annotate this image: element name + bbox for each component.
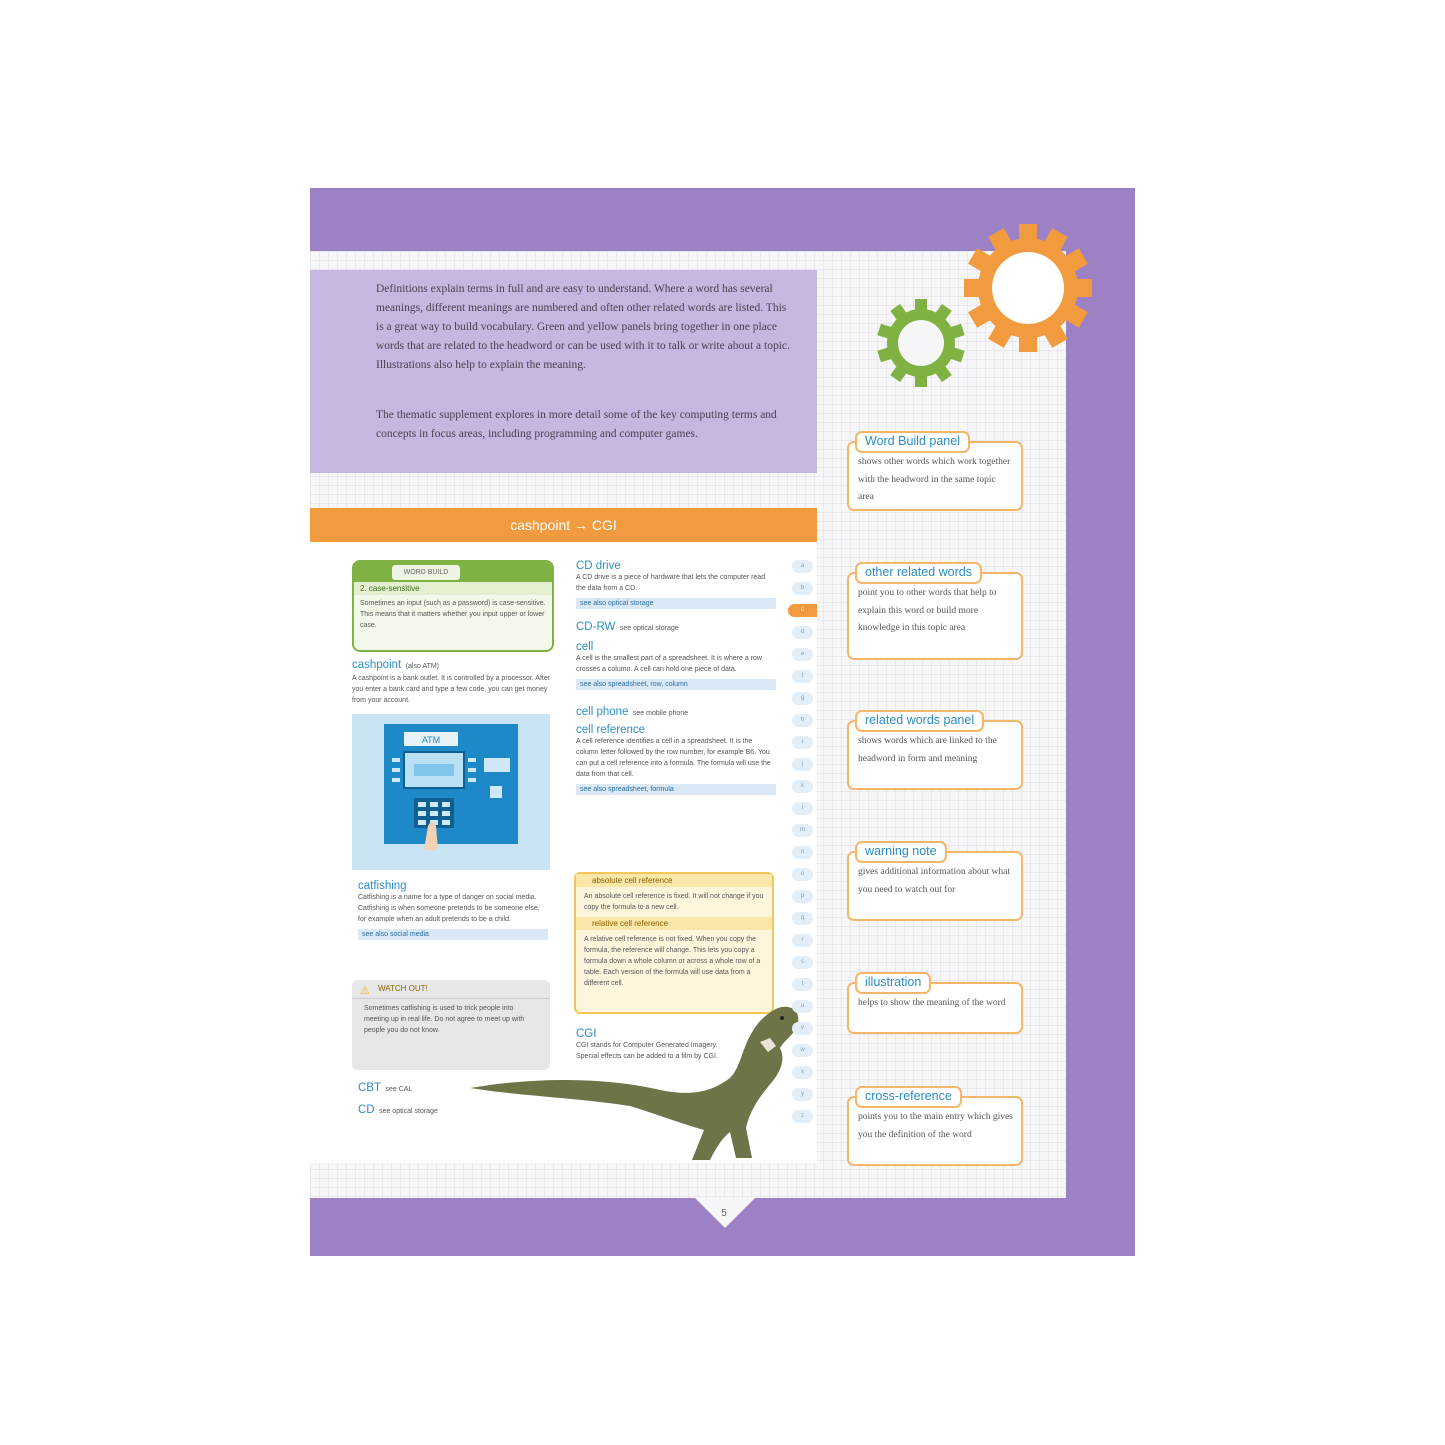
alphabet-tab-a[interactable]: a [792, 560, 813, 573]
headword-cashpoint: cashpoint [352, 659, 402, 671]
atm-label: ATM [421, 735, 441, 745]
headword-cell: cell [576, 641, 594, 653]
orange-gear-icon [962, 222, 1094, 354]
alphabet-tab-b[interactable]: b [792, 582, 813, 595]
callout-title: other related words [855, 562, 982, 584]
callout-word-build-panel [847, 431, 1023, 511]
cell-phone-see[interactable]: see mobile phone [632, 710, 689, 717]
alphabet-tab-n[interactable]: n [792, 846, 813, 859]
headword-cbt: CBT [358, 1082, 381, 1094]
alphabet-tab-m[interactable]: m [792, 824, 813, 837]
alphabet-tab-w[interactable]: w [792, 1044, 813, 1057]
book-page [310, 188, 1135, 1256]
alphabet-tab-z[interactable]: z [792, 1110, 813, 1123]
cd-see[interactable]: see optical storage [379, 1108, 438, 1115]
alphabet-tab-h[interactable]: h [792, 714, 813, 727]
watch-out-text: Sometimes catfishing is used to trick people into meeting up in real life. Do not agree to meet up with people you do not know. [364, 1005, 525, 1034]
dinosaur-illustration [460, 998, 810, 1163]
cashpoint-alt: (also ATM) [405, 663, 440, 670]
word-build-title: 2. case-sensitive [354, 582, 552, 595]
callout-warning-note [847, 841, 1023, 921]
callout-cross-reference [847, 1086, 1023, 1166]
catfishing-see-also[interactable]: see also social media [358, 929, 548, 940]
related-word-1-title: absolute cell reference [576, 874, 772, 887]
dictionary-column-2 [576, 560, 776, 795]
alphabet-tab-k[interactable]: k [792, 780, 813, 793]
atm-illustration [352, 714, 550, 870]
cd-drive-definition: A CD drive is a piece of hardware that lets the computer read the data from a CD. [576, 574, 766, 592]
cashpoint-definition: A cashpoint is a bank outlet. It is controlled by a processor. After you enter a bank card and type a few code, you can get money from your account. [352, 675, 551, 704]
intro-paragraph-2: The thematic supplement explores in more detail some of the key computing terms and concepts in focus areas, including programming and computer games. [376, 409, 777, 440]
related-word-2-text: A relative cell reference is not fixed. When you copy the formula, the reference will change. This lets you copy a formula down a whole column or across a whole row of a table. Each version of the formula will use data from a different cell. [584, 936, 761, 987]
callout-text: point you to other words that help to explain this word or build more knowledge in this topic area [847, 572, 1023, 660]
alphabet-tab-r[interactable]: r [792, 934, 813, 947]
headword-cd: CD [358, 1104, 375, 1116]
related-word-2-title: relative cell reference [576, 917, 772, 930]
alphabet-tab-u[interactable]: u [792, 1000, 813, 1013]
cd-rw-see[interactable]: see optical storage [619, 625, 679, 632]
alphabet-tab-s[interactable]: s [792, 956, 813, 969]
related-word-1-text: An absolute cell reference is fixed. It will not change if you copy the formula to a new cell. [584, 893, 764, 911]
alphabet-tab-x[interactable]: x [792, 1066, 813, 1079]
callout-illustration [847, 972, 1023, 1034]
callout-related-words-panel [847, 710, 1023, 790]
alphabet-tab-y[interactable]: y [792, 1088, 813, 1101]
related-words-panel [574, 872, 774, 1014]
headword-cell-phone: cell phone [576, 706, 629, 718]
callout-other-related-words [847, 562, 1023, 660]
callout-text: points you to the main entry which gives you the definition of the word [847, 1096, 1023, 1166]
alphabet-tab-i[interactable]: i [792, 736, 813, 749]
headword-cgi: CGI [576, 1028, 597, 1040]
alphabet-tab-c[interactable]: c [788, 604, 817, 617]
cell-see-also[interactable]: see also spreadsheet, row, column [576, 679, 776, 690]
callout-text: helps to show the meaning of the word [847, 982, 1023, 1034]
headword-cd-rw: CD-RW [576, 621, 616, 633]
page-number: 5 [721, 1208, 727, 1219]
green-gear-icon [876, 298, 966, 388]
word-build-tab: WORD BUILD [392, 565, 460, 580]
cell-definition: A cell is the smallest part of a spreadsheet. It is where a row crosses a column. A cell can hold one piece of data. [576, 655, 762, 673]
alphabet-tab-o[interactable]: o [792, 868, 813, 881]
alphabet-tab-l[interactable]: l [792, 802, 813, 815]
alphabet-tab-d[interactable]: d [792, 626, 813, 639]
alphabet-tab-v[interactable]: v [792, 1022, 813, 1035]
alphabet-tab-q[interactable]: q [792, 912, 813, 925]
cell-reference-definition: A cell reference identifies a cell in a spreadsheet. It is the column letter followed by the row number, for example B6. You can put a cell reference into a formula. The formula will use the data from that cell. [576, 738, 771, 778]
cbt-see[interactable]: see CAL [385, 1086, 413, 1093]
catfishing-definition: Catfishing is a name for a type of danger on social media. Catfishing is when someone pretends to be someone else, for example when an adult pretends to be a child. [358, 894, 540, 923]
callout-title: Word Build panel [855, 431, 970, 453]
alphabet-tab-j[interactable]: j [792, 758, 813, 771]
alphabet-tab-f[interactable]: f [792, 670, 813, 683]
cell-reference-see-also[interactable]: see also spreadsheet, formula [576, 784, 776, 795]
headword-catfishing: catfishing [358, 880, 407, 892]
alphabet-tab-e[interactable]: e [792, 648, 813, 661]
dictionary-header: cashpoint → CGI [310, 508, 817, 542]
callout-text: shows words which are linked to the headword in form and meaning [847, 720, 1023, 790]
alphabet-tab-p[interactable]: p [792, 890, 813, 903]
warning-icon: ⚠ [360, 985, 370, 997]
dictionary-sample [310, 508, 817, 1163]
cd-drive-see-also[interactable]: see also optical storage [576, 598, 776, 609]
callout-title: warning note [855, 841, 947, 863]
headword-cd-drive: CD drive [576, 560, 621, 572]
alphabet-tab-g[interactable]: g [792, 692, 813, 705]
word-build-panel [352, 560, 554, 652]
callout-title: related words panel [855, 710, 984, 732]
cgi-definition: CGI stands for Computer Generated Imagery. Special effects can be added to a film by CGI. [576, 1042, 718, 1060]
callout-text: shows other words which work together with the headword in the same topic area [847, 441, 1023, 511]
alphabet-tab-t[interactable]: t [792, 978, 813, 991]
intro-panel [310, 270, 817, 473]
callout-text: gives additional information about what you need to watch out for [847, 851, 1023, 921]
callout-title: illustration [855, 972, 931, 994]
watch-out-title: WATCH OUT! [378, 984, 428, 993]
headword-cell-reference: cell reference [576, 724, 646, 736]
intro-paragraph-1: Definitions explain terms in full and are easy to understand. Where a word has several meanings, different meanings are numbered and often other related words are listed. This is a great way to build vocabulary. Green and yellow panels bring together in one place words that are related to the headword or can be used with it to talk or write about a topic. Illustrations also help to explain the meaning. [376, 283, 790, 371]
word-build-text: Sometimes an input (such as a password) is case-sensitive. This means that it matters whether you input upper or lower case. [360, 600, 546, 629]
callout-title: cross-reference [855, 1086, 962, 1108]
